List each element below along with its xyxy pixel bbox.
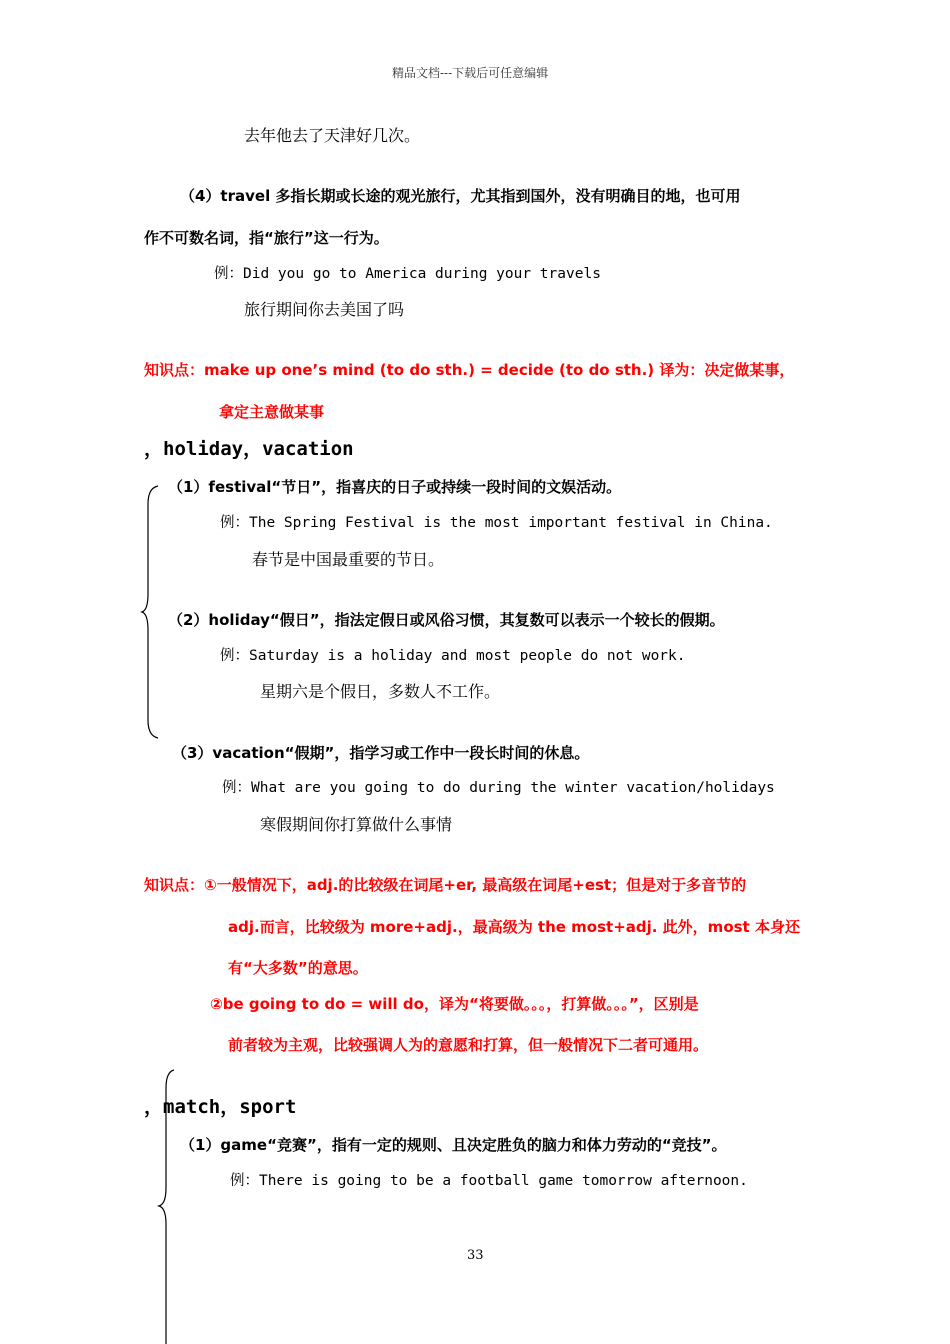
knowledge-point: 知识点：①一般情况下，adj.的比较级在词尾+er, 最高级在词尾+est；但是对于多音节的 <box>144 876 747 894</box>
knowledge-point-cont: 拿定主意做某事 <box>219 403 325 421</box>
translation-line: 春节是中国最重要的节日。 <box>252 550 445 569</box>
example-sentence: 例：The Spring Festival is the most important festival in China. <box>220 515 773 531</box>
definition-festival: （1）festival“节日”，指喜庆的日子或持续一段时间的文娱活动。 <box>168 478 622 496</box>
example-sentence: 例：Did you go to America during your travels <box>214 266 601 282</box>
definition-vacation: （3）vacation“假期”，指学习或工作中一段长时间的休息。 <box>172 744 590 762</box>
knowledge-point-cont: 有“大多数”的意思。 <box>228 959 368 977</box>
example-sentence: 例：What are you going to do during the winter vacation/holidays <box>222 780 775 796</box>
knowledge-point: 知识点：make up one’s mind (to do sth.) = decide (to do sth.) 译为：决定做某事， <box>144 361 795 379</box>
knowledge-point-cont: adj.而言，比较级为 more+adj.，最高级为 the most+adj. 此外，most 本身还 <box>228 918 800 936</box>
definition-travel-cont: 作不可数名词，指“旅行”这一行为。 <box>144 229 389 247</box>
translation-line: 寒假期间你打算做什么事情 <box>260 815 453 834</box>
translation-line: 去年他去了天津好几次。 <box>244 126 421 145</box>
curly-brace-icon <box>140 484 162 740</box>
translation-line: 星期六是个假日，多数人不工作。 <box>260 682 501 701</box>
translation-line: 旅行期间你去美国了吗 <box>244 300 405 319</box>
page-header: 精品文档---下载后可任意编辑 <box>392 66 549 80</box>
knowledge-point-cont: 前者较为主观，比较强调人为的意愿和打算，但一般情况下二者可通用。 <box>228 1036 709 1054</box>
definition-holiday: （2）holiday“假日”，指法定假日或风俗习惯，其复数可以表示一个较长的假期。 <box>168 611 725 629</box>
page-number: 33 <box>467 1248 484 1263</box>
example-sentence: 例：There is going to be a football game tomorrow afternoon. <box>230 1173 748 1189</box>
section-heading: ，match，sport <box>144 1096 297 1118</box>
definition-game: （1）game“竞赛”，指有一定的规则、且决定胜负的脑力和体力劳动的“竞技”。 <box>180 1136 727 1154</box>
knowledge-point-2: ②be going to do = will do，译为“将要做。。。，打算做。。。”，区别是 <box>210 995 699 1013</box>
definition-travel: （4）travel 多指长期或长途的观光旅行，尤其指到国外，没有明确目的地，也可用 <box>180 187 741 205</box>
example-sentence: 例：Saturday is a holiday and most people do not work. <box>220 648 686 664</box>
section-heading: ，holiday，vacation <box>144 438 354 460</box>
